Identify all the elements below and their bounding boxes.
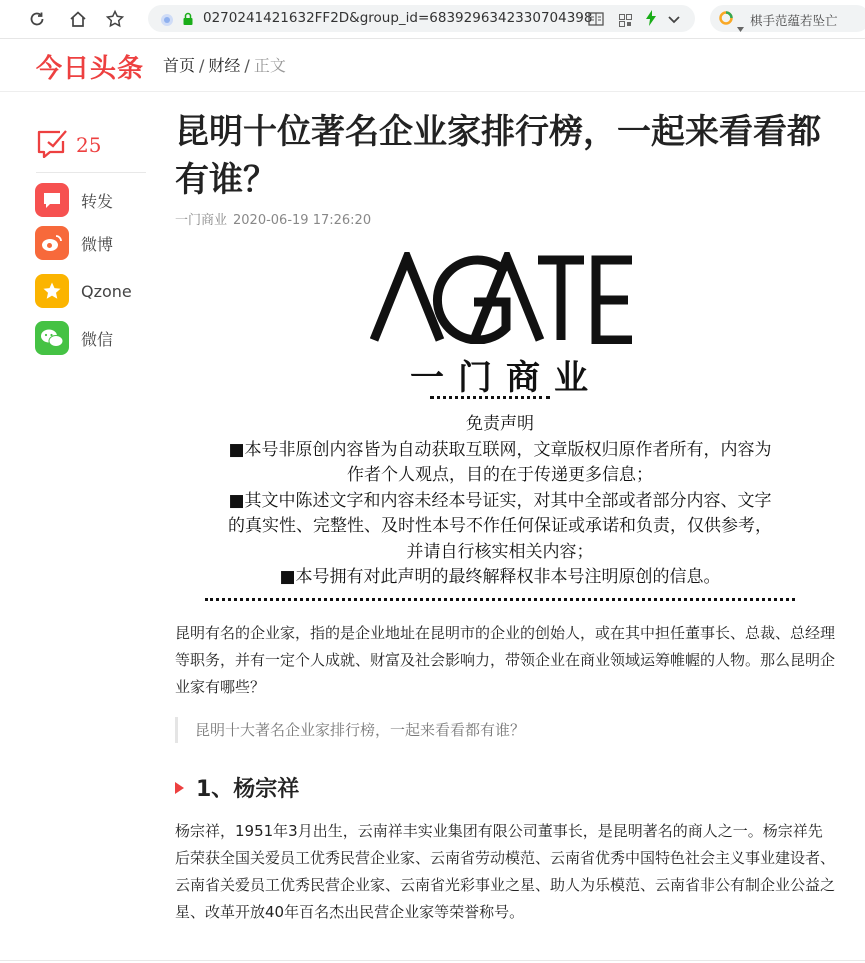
site-identity-icon[interactable]: [160, 12, 174, 31]
url-text[interactable]: 0270241421632FF2D&group_id=6839296342330704398: [203, 10, 593, 26]
dotted-divider: [205, 598, 795, 601]
disclaimer-line: 的真实性、完整性、及时性本号不作任何保证或承诺和负责，仅供参考，: [228, 516, 772, 536]
comment-icon: [36, 128, 68, 162]
chevron-down-icon[interactable]: [667, 11, 681, 30]
breadcrumb-separator: /: [199, 56, 205, 75]
site-header: [0, 39, 865, 92]
address-bar[interactable]: [148, 5, 695, 32]
dotted-divider: [430, 396, 550, 399]
home-icon[interactable]: [67, 8, 89, 30]
search-engine-icon[interactable]: [719, 11, 735, 31]
reload-icon[interactable]: [26, 8, 48, 30]
disclaimer-line: ■本号拥有对此声明的最终解释权非本号注明原创的信息。: [279, 567, 721, 587]
page-bottom-border: [0, 960, 865, 961]
article-source[interactable]: 一门商业: [175, 213, 228, 228]
agate-brand-text: AGATE: [506, 342, 510, 343]
share-divider: [36, 172, 146, 173]
search-query-text[interactable]: 棋手范蕴若坠亡: [750, 13, 838, 28]
section-heading: [175, 772, 299, 803]
disclaimer-title: 免责声明: [466, 414, 534, 434]
share-label: Qzone: [81, 281, 132, 301]
browser-toolbar: [0, 0, 865, 39]
breadcrumb: [163, 53, 286, 76]
wechat-icon: [35, 321, 69, 355]
qzone-star-icon: [35, 274, 69, 308]
weibo-icon: [35, 226, 69, 260]
article-title: 昆明十位著名企业家排行榜，一起来看看都有谁？: [175, 112, 821, 200]
share-label: 微博: [81, 234, 114, 254]
share-label: 转发: [81, 191, 114, 211]
disclaimer-line: ■本号非原创内容皆为自动获取互联网，文章版权归原作者所有，内容为: [228, 439, 772, 460]
breadcrumb-current: 正文: [253, 56, 286, 75]
repost-icon: [35, 183, 69, 217]
section-paragraph: 杨宗祥，1951年3月出生，云南祥丰实业集团有限公司董事长，是昆明著名的商人之一。杨宗祥先后荣获全国关爱员工优秀民营企业家、云南省劳动模范、云南省优秀中国特色社会主义事业建设者、云南省关爱员工优秀民营企业家、云南省光彩事业之星、助人为乐模范、云南省非公有制企业公益之星、改革开放40年百名杰出民营企业家等荣誉称号。: [175, 822, 836, 921]
agate-logo-image: [370, 252, 642, 344]
agate-subtitle: 一门商业: [410, 358, 602, 398]
small-chevron-icon[interactable]: [737, 17, 744, 36]
breadcrumb-home[interactable]: 首页: [163, 56, 196, 75]
comment-button[interactable]: [36, 128, 101, 162]
heading-marker-icon: [175, 782, 184, 794]
disclaimer-line: ■其文中陈述文字和内容未经本号证实，对其中全部或者部分内容、文字: [228, 490, 772, 511]
reader-mode-icon[interactable]: [588, 11, 604, 30]
toutiao-logo[interactable]: 今日头条: [36, 54, 145, 84]
search-box[interactable]: [710, 5, 865, 32]
share-qzone-button[interactable]: [35, 274, 132, 308]
lightning-icon[interactable]: [645, 10, 657, 30]
section-heading-text: 1、杨宗祥: [196, 777, 300, 802]
share-wechat-button[interactable]: [35, 321, 113, 355]
breadcrumb-finance[interactable]: 财经: [208, 56, 241, 75]
share-weibo-button[interactable]: [35, 226, 113, 260]
article-date: 2020-06-19 17:26:20: [233, 213, 372, 228]
share-label: 微信: [81, 329, 114, 349]
qr-code-icon[interactable]: [619, 12, 632, 31]
disclaimer-line: 并请自行核实相关内容；: [406, 541, 594, 562]
disclaimer-line: 作者个人观点，目的在于传递更多信息；: [347, 465, 653, 485]
article-meta: [175, 209, 377, 228]
bookmark-star-icon[interactable]: [104, 8, 126, 30]
disclaimer-block: [200, 412, 800, 591]
breadcrumb-separator: /: [244, 56, 250, 75]
comment-count: 25: [76, 133, 102, 157]
share-repost-button[interactable]: [35, 183, 113, 217]
intro-paragraph: 昆明有名的企业家，指的是企业地址在昆明市的企业的创始人，或在其中担任董事长、总裁、总经理等职务，并有一定个人成就、财富及社会影响力，带领企业在商业领域运筹帷幄的人物。那么昆明企业家有哪些？: [175, 624, 836, 696]
lock-icon: [182, 11, 194, 30]
blockquote: 昆明十大著名企业家排行榜，一起来看看都有谁？: [175, 717, 525, 743]
